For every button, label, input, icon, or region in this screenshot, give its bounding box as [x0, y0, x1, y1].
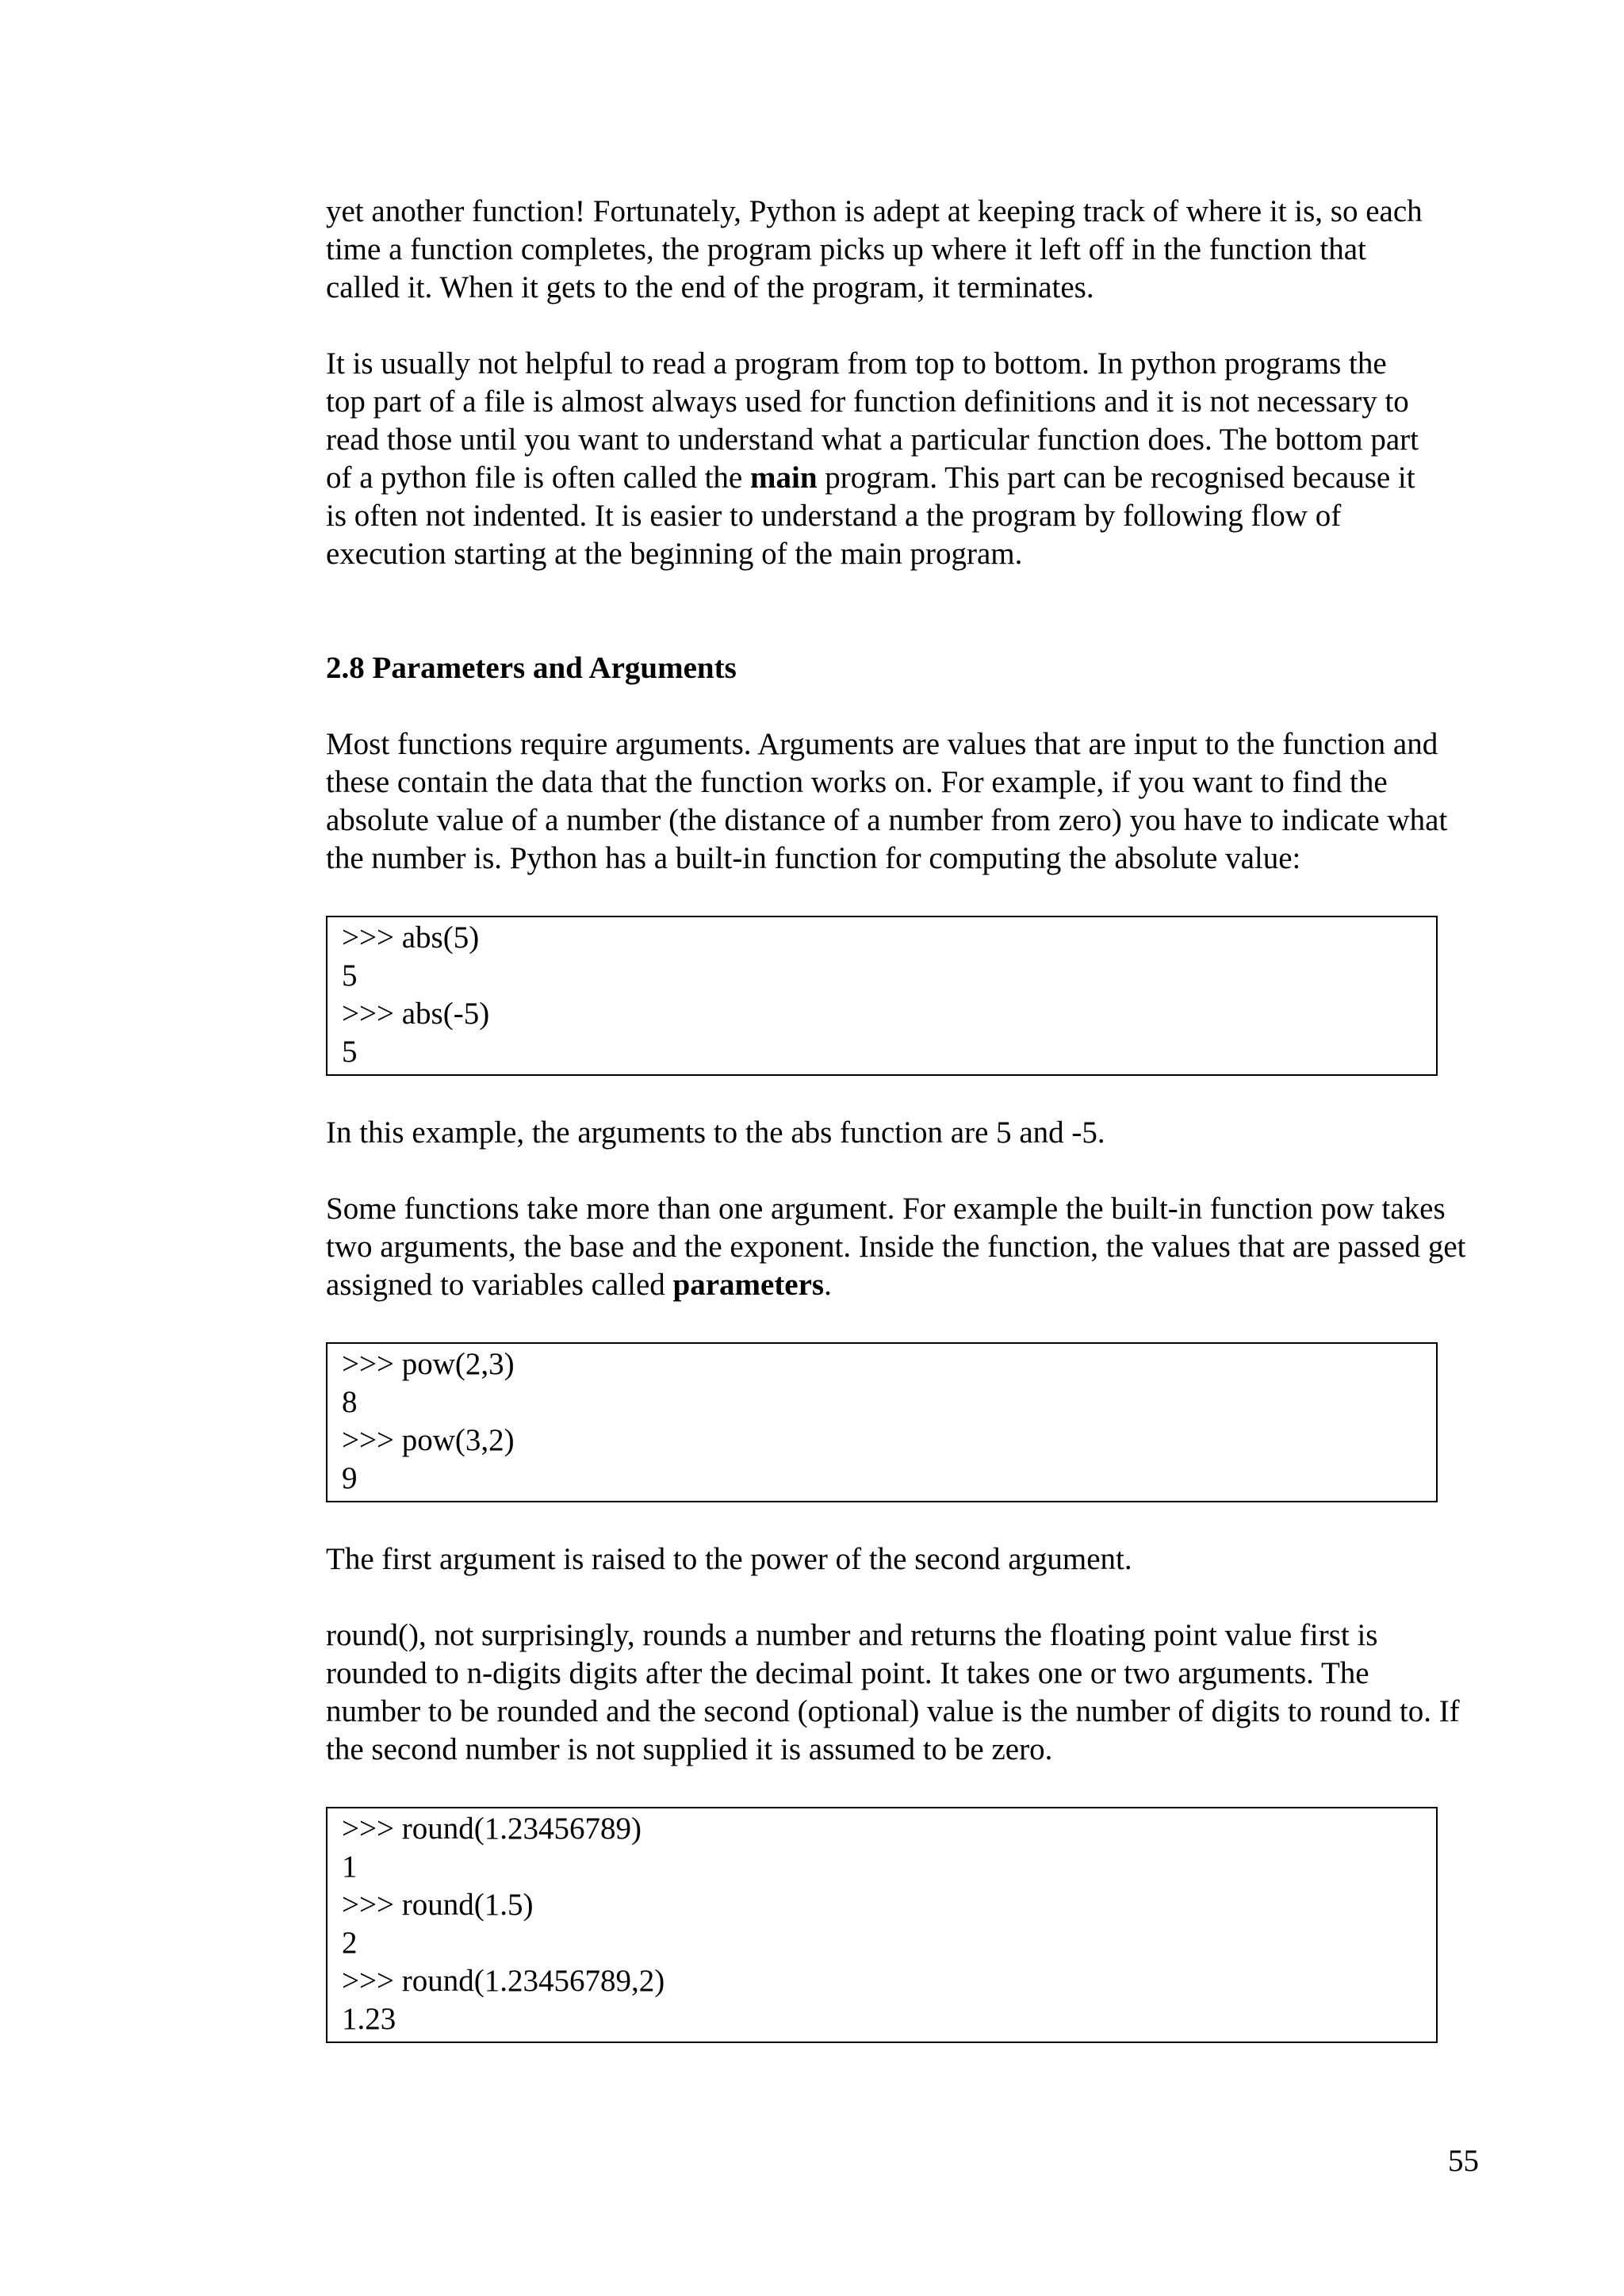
code-line: 5	[342, 959, 358, 993]
intro-paragraph: yet another function! Fortunately, Python is adept at keeping track of where it is, so each time a function completes, the program picks up where it left off in the function that called it. When it gets to the end of the program, it terminates.	[326, 194, 1423, 304]
code-block-round	[326, 1807, 1438, 2043]
parameters-text-2: .	[824, 1268, 832, 1302]
code-line: >>> round(1.5)	[342, 1888, 534, 1922]
code-line: >>> abs(5)	[342, 920, 480, 955]
reading-order-text-1: It is usually not helpful to read a program from top to bottom. In python programs the top part of a file is almost always used for function definitions and it is not necessary to read those until you want to understand what a particular function does. The bottom part of a python file is often called the	[326, 346, 1419, 495]
code-line: >>> round(1.23456789)	[342, 1812, 642, 1846]
reading-order-text-2: program. This part can be recognised because it is often not indented. It is easier to understand a the program by following flow of execution starting at the beginning of the main program.	[326, 461, 1415, 571]
code-block-pow	[326, 1342, 1438, 1502]
code-line: >>> abs(-5)	[342, 997, 490, 1031]
document-page	[326, 193, 1484, 2043]
parameters-keyword: parameters	[672, 1268, 825, 1302]
parameters-text-1: Some functions take more than one argument. For example the built-in function pow takes two arguments, the base and the exponent. Inside the function, the values that are passed get assigned to variables called	[326, 1192, 1466, 1302]
page-number: 55	[1448, 2144, 1479, 2178]
code-line: 1.23	[342, 2002, 396, 2036]
reading-order-paragraph	[326, 345, 1420, 573]
code-line: 5	[342, 1035, 358, 1069]
code-block-abs	[326, 916, 1438, 1076]
round-paragraph: round(), not surprisingly, rounds a number and returns the floating point value first is rounded to n-digits digits after the decimal point. It takes one or two arguments. The number to be rounded and the second (optional) value is the number of digits to round to. If the second number is not supplied it is assumed to be zero.	[326, 1618, 1460, 1766]
code-line: 8	[342, 1385, 358, 1419]
code-line: >>> pow(3,2)	[342, 1423, 515, 1457]
main-keyword: main	[750, 461, 818, 495]
abs-example-paragraph: In this example, the arguments to the abs function are 5 and -5.	[326, 1115, 1105, 1150]
arguments-paragraph: Most functions require arguments. Arguments are values that are input to the function and these contain the data that the function works on. For example, if you want to find the absolute value of a number (the distance of a number from zero) you have to indicate what the number is. Python has a built-in function for computing the absolute value:	[326, 727, 1448, 875]
code-line: >>> round(1.23456789,2)	[342, 1964, 665, 1998]
pow-explanation-paragraph: The first argument is raised to the power of the second argument.	[326, 1542, 1132, 1576]
code-line: 9	[342, 1461, 358, 1495]
code-line: 1	[342, 1850, 358, 1884]
code-line: 2	[342, 1926, 358, 1960]
section-heading: 2.8 Parameters and Arguments	[326, 651, 737, 685]
parameters-paragraph	[326, 1190, 1480, 1304]
code-line: >>> pow(2,3)	[342, 1347, 515, 1381]
